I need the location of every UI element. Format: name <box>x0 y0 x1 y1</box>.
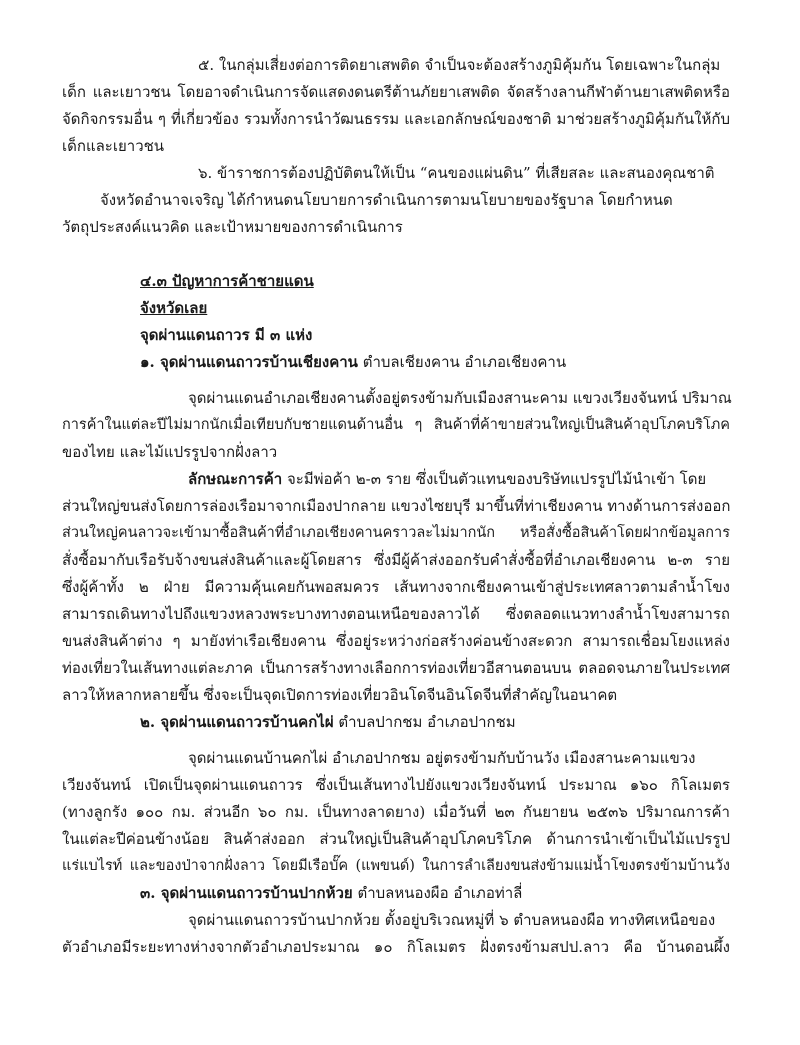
checkpoint-3-title: ๓. จุดผ่านแดนถาวรบ้านปากห้วย <box>140 884 353 902</box>
trade-para-line-8: ท่องเที่ยวในเส้นทางแต่ละภาค เป็นการสร้างทางเลือกการท่องเที่ยวอีสานตอนบน ตลอดจนภายในประเทศ <box>62 659 730 677</box>
checkpoint-2-para-line-3: (ทางลูกรัง ๑๐๐ กม. ส่วนอีก ๖๐ กม. เป็นทางลาดยาง) เมื่อวันที่ ๒๓ กันยายน ๒๕๓๖ ปริมาณการค้า <box>62 803 730 821</box>
checkpoint-2-para-line-1: จุดผ่านแดนบ้านคกไผ่ อำเภอปากชม อยู่ตรงข้ามกับบ้านวัง เมืองสานะคามแขวง <box>188 749 696 767</box>
trade-para-line-6: สามารถเดินทางไปถึงแขวงหลวงพระบางทางตอนเหนือของลาวได้ ซึ่งตลอดแนวทางลำน้ำโขงสามารถ <box>62 605 730 623</box>
section-heading-border-trade: ๔.๓ ปัญหาการค้าชายแดน <box>140 272 314 290</box>
paragraph-5-line-3: จัดกิจกรรมอื่น ๆ ที่เกี่ยวข้อง รวมทั้งการนำวัฒนธรรม และเอกลักษณ์ของชาติ มาช่วยสร้างภูมิคุ้มกันให้กับ <box>62 110 730 128</box>
checkpoint-2-heading <box>140 712 516 732</box>
checkpoint-2-para-line-4: ในแต่ละปีค่อนข้างน้อย สินค้าส่งออก ส่วนใหญ่เป็นสินค้าอุปโภคบริโภค ด้านการนำเข้าเป็นไม้แปรรูป <box>62 830 730 848</box>
checkpoint-2-title: ๒. จุดผ่านแดนถาวรบ้านคกไผ่ <box>140 713 334 731</box>
paragraph-5-line-2: เด็ก และเยาวชน โดยอาจดำเนินการจัดแสดงดนตรีต้านภัยยาเสพติด จัดสร้างลานกีฬาต้านยาเสพติดหรือ <box>62 83 730 101</box>
trade-characteristics-text: จะมีพ่อค้า ๒-๓ ราย ซึ่งเป็นตัวแทนของบริษัทแปรรูปไม้นำเข้า โดย <box>286 470 707 488</box>
paragraph-5-first-line: ๕. ในกลุ่มเสี่ยงต่อการติดยาเสพติด จำเป็นจะต้องสร้างภูมิคุ้มกัน โดยเฉพาะในกลุ่ม <box>198 56 721 74</box>
checkpoint-2-location: ตำบลปากชม อำเภอปากชม <box>338 713 516 731</box>
trade-characteristics-line <box>188 469 706 489</box>
checkpoint-1-para-line-3: ของไทย และไม้แปรรูปจากฝั่งลาว <box>62 443 278 461</box>
trade-para-line-4: สั่งซื้อมากับเรือรับจ้างขนส่งสินค้าและผู้โดยสาร ซึ่งมีผู้ค้าส่งออกรับคำสั่งซื้อที่อำเภอเชียงคาน ๒-๓ ราย <box>62 551 730 569</box>
paragraph-5-line-4: เด็กและเยาวชน <box>62 137 165 155</box>
trade-characteristics-label: ลักษณะการค้า <box>188 470 283 488</box>
trade-para-line-9: ลาวให้หลากหลายขึ้น ซึ่งจะเป็นจุดเปิดการท่องเที่ยวอินโดจีนอินโดจีนที่สำคัญในอนาคต <box>62 686 618 704</box>
checkpoint-1-para-line-2: การค้าในแต่ละปีไม่มากนักเมื่อเทียบกับชายแดนด้านอื่น ๆ สินค้าที่ค้าขายส่วนใหญ่เป็นสินค้าอุปโภคบริโภค <box>62 417 730 433</box>
checkpoint-1-title: ๑. จุดผ่านแดนถาวรบ้านเชียงคาน <box>140 353 358 371</box>
checkpoint-3-location: ตำบลหนองผือ อำเภอท่าลี่ <box>357 884 523 902</box>
checkpoint-3-heading <box>140 883 522 903</box>
checkpoint-2-para-line-2: เวียงจันทน์ เปิดเป็นจุดผ่านแดนถาวร ซึ่งเป็นเส้นทางไปยังแขวงเวียงจันทน์ ประมาณ ๑๖๐ กิโลเมตร <box>62 776 730 794</box>
checkpoint-1-heading <box>140 352 566 372</box>
paragraph-6-line: ๖. ข้าราชการต้องปฏิบัติตนให้เป็น “คนของแผ่นดิน” ที่เสียสละ และสนองคุณชาติ <box>198 164 715 182</box>
province-policy-line-2: วัตถุประสงค์แนวคิด และเป้าหมายของการดำเนินการ <box>62 218 403 236</box>
checkpoint-1-para-line-1: จุดผ่านแดนอำเภอเชียงคานตั้งอยู่ตรงข้ามกับเมืองสานะคาม แขวงเวียงจันทน์ ปริมาณ <box>188 389 732 407</box>
checkpoint-3-para-line-1: จุดผ่านแดนถาวรบ้านปากห้วย ตั้งอยู่บริเวณหมู่ที่ ๖ ตำบลหนองผือ ทางทิศเหนือของ <box>188 911 716 929</box>
province-policy-line-1: จังหวัดอำนาจเจริญ ได้กำหนดนโยบายการดำเนินการตามนโยบายของรัฐบาล โดยกำหนด <box>100 191 673 209</box>
trade-para-line-2: ส่วนใหญ่ขนส่งโดยการล่องเรือมาจากเมืองปากลาย แขวงไซยบุรี มาขึ้นที่ท่าเชียงคาน ทางด้านการส่งออก <box>62 497 731 515</box>
trade-para-line-7: ขนส่งสินค้าต่าง ๆ มายังท่าเรือเชียงคาน ซึ่งอยู่ระหว่างก่อสร้างค่อนข้างสะดวก สามารถเชื่อมโยงแหล่ง <box>62 632 730 650</box>
trade-para-line-3: ส่วนใหญ่คนลาวจะเข้ามาซื้อสินค้าที่อำเภอเชียงคานคราวละไม่มากนัก หรือสั่งซื้อสินค้าโดยฝากข้อมูลการ <box>62 525 730 541</box>
checkpoint-3-para-line-2: ตัวอำเภอมีระยะทางห่างจากตัวอำเภอประมาณ ๑๐ กิโลเมตร ฝั่งตรงข้ามสปป.ลาว คือ บ้านดอนผึ้ง <box>62 938 730 956</box>
trade-para-line-5: ซึ่งผู้ค้าทั้ง ๒ ฝ่าย มีความคุ้นเคยกันพอสมควร เส้นทางจากเชียงคานเข้าสู่ประเทศลาวตามลำน้ำโขง <box>62 578 730 596</box>
checkpoint-2-para-line-5: แร่แบไรท์ และของป่าจากฝั่งลาว โดยมีเรือบั๊ค (แพขนด์) ในการลำเลียงขนส่งข้ามแม่น้ำโขงตรงข้ามบ้านวัง <box>62 858 730 874</box>
province-heading-loei: จังหวัดเลย <box>140 299 208 317</box>
permanent-checkpoints-heading: จุดผ่านแดนถาวร มี ๓ แห่ง <box>140 326 313 344</box>
checkpoint-1-location: ตำบลเชียงคาน อำเภอเชียงคาน <box>362 353 567 371</box>
